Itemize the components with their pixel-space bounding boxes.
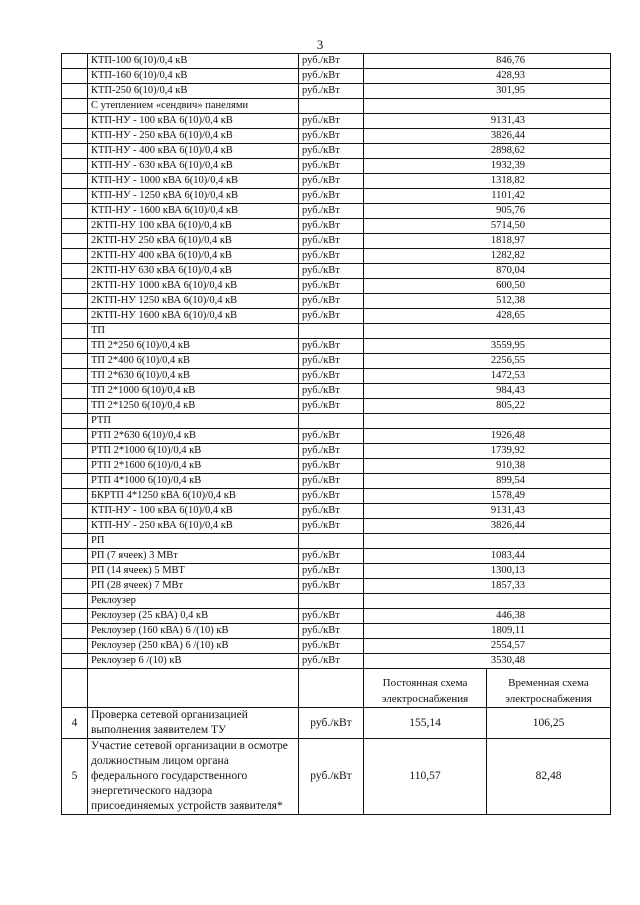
number-cell: [62, 669, 88, 708]
value-cell: 1282,82: [364, 249, 611, 264]
number-cell: [62, 654, 88, 669]
section-title: РТП: [88, 414, 299, 429]
table-row: [62, 624, 611, 639]
number-cell: [62, 84, 88, 99]
number-cell: [62, 234, 88, 249]
item-name: РТП 2*630 6(10)/0,4 кВ: [88, 429, 299, 444]
unit-cell: руб./кВт: [299, 654, 364, 669]
item-unit: руб./кВт: [299, 739, 364, 815]
value-cell: 3826,44: [364, 129, 611, 144]
unit-cell: руб./кВт: [299, 504, 364, 519]
value-cell: 3559,95: [364, 339, 611, 354]
unit-cell: руб./кВт: [299, 264, 364, 279]
number-cell: [62, 114, 88, 129]
unit-cell: руб./кВт: [299, 564, 364, 579]
item-name: РП (14 ячеек) 5 МВТ: [88, 564, 299, 579]
number-cell: [62, 564, 88, 579]
item-name: Реклоузер (160 кВА) 6 /(10) кВ: [88, 624, 299, 639]
number-cell: [62, 474, 88, 489]
value-cell: 870,04: [364, 264, 611, 279]
item-name: КТП-НУ - 100 кВА 6(10)/0,4 кВ: [88, 504, 299, 519]
number-cell: [62, 594, 88, 609]
unit-cell: руб./кВт: [299, 279, 364, 294]
unit-cell: руб./кВт: [299, 474, 364, 489]
unit-cell: руб./кВт: [299, 519, 364, 534]
unit-cell: руб./кВт: [299, 429, 364, 444]
table-row: [62, 579, 611, 594]
value-cell: 905,76: [364, 204, 611, 219]
unit-cell: руб./кВт: [299, 84, 364, 99]
item-name: Реклоузер 6 /(10) кВ: [88, 654, 299, 669]
value-cell: 910,38: [364, 459, 611, 474]
section-row: [62, 414, 611, 429]
item-name: КТП-НУ - 250 кВА 6(10)/0,4 кВ: [88, 519, 299, 534]
unit-cell: руб./кВт: [299, 144, 364, 159]
table-row: [62, 639, 611, 654]
value-cell: [364, 99, 611, 114]
number-cell: [62, 459, 88, 474]
table-row: [62, 144, 611, 159]
number-cell: [62, 69, 88, 84]
value-cell: 2898,62: [364, 144, 611, 159]
unit-cell: руб./кВт: [299, 459, 364, 474]
value-cell: 1739,92: [364, 444, 611, 459]
item-name: КТП-НУ - 1250 кВА 6(10)/0,4 кВ: [88, 189, 299, 204]
table-row: [62, 234, 611, 249]
item-name: ТП 2*630 6(10)/0,4 кВ: [88, 369, 299, 384]
value-cell: 428,93: [364, 69, 611, 84]
item-name: КТП-250 6(10)/0,4 кВ: [88, 84, 299, 99]
number-cell: [62, 339, 88, 354]
number-cell: [62, 189, 88, 204]
item-description: Проверка сетевой организацией выполнения заявителем ТУ: [88, 708, 299, 739]
value-cell: 984,43: [364, 384, 611, 399]
item-name: РП (28 ячеек) 7 МВт: [88, 579, 299, 594]
table-row: [62, 519, 611, 534]
table-row: [62, 654, 611, 669]
table-row: [62, 429, 611, 444]
table-row: [62, 369, 611, 384]
header-permanent: Постоянная схема электроснабжения: [364, 669, 487, 708]
section-row: [62, 324, 611, 339]
unit-cell: руб./кВт: [299, 294, 364, 309]
number-cell: [62, 639, 88, 654]
item-name: РТП 4*1000 6(10)/0,4 кВ: [88, 474, 299, 489]
item-name: КТП-НУ - 1600 кВА 6(10)/0,4 кВ: [88, 204, 299, 219]
table-row: [62, 609, 611, 624]
table-row: [62, 84, 611, 99]
value-cell: 1818,97: [364, 234, 611, 249]
item-name: КТП-100 6(10)/0,4 кВ: [88, 54, 299, 69]
table-row: [62, 474, 611, 489]
item-name: 2КТП-НУ 1250 кВА 6(10)/0,4 кВ: [88, 294, 299, 309]
section-title: Реклоузер: [88, 594, 299, 609]
unit-cell: [299, 99, 364, 114]
unit-cell: руб./кВт: [299, 639, 364, 654]
table-row: [62, 114, 611, 129]
item-name: ТП 2*250 6(10)/0,4 кВ: [88, 339, 299, 354]
item-name: КТП-НУ - 400 кВА 6(10)/0,4 кВ: [88, 144, 299, 159]
value-cell: 846,76: [364, 54, 611, 69]
number-cell: [62, 519, 88, 534]
page-number: 3: [316, 37, 324, 52]
item-name: ТП 2*1000 6(10)/0,4 кВ: [88, 384, 299, 399]
number-cell: [62, 144, 88, 159]
number-cell: [62, 399, 88, 414]
unit-cell: руб./кВт: [299, 234, 364, 249]
table-row: [62, 189, 611, 204]
unit-cell: [299, 594, 364, 609]
unit-cell: руб./кВт: [299, 579, 364, 594]
item-row: [62, 739, 611, 815]
unit-cell: [299, 534, 364, 549]
value-cell: 5714,50: [364, 219, 611, 234]
unit-cell: руб./кВт: [299, 384, 364, 399]
table-row: [62, 294, 611, 309]
table-row: [62, 459, 611, 474]
value-cell: 2554,57: [364, 639, 611, 654]
number-cell: [62, 99, 88, 114]
table-row: [62, 264, 611, 279]
value-cell: 1578,49: [364, 489, 611, 504]
item-number: 5: [62, 739, 88, 815]
unit-cell: руб./кВт: [299, 339, 364, 354]
unit-cell: руб./кВт: [299, 69, 364, 84]
item-temporary: 82,48: [487, 739, 611, 815]
value-cell: 9131,43: [364, 114, 611, 129]
item-name: БКРТП 4*1250 кВА 6(10)/0,4 кВ: [88, 489, 299, 504]
unit-cell: [299, 669, 364, 708]
value-cell: 2256,55: [364, 354, 611, 369]
unit-cell: [299, 324, 364, 339]
table-row: [62, 339, 611, 354]
header-temporary: Временная схема электроснабжения: [487, 669, 611, 708]
table-row: [62, 504, 611, 519]
value-cell: [364, 534, 611, 549]
table-row: [62, 54, 611, 69]
number-cell: [62, 354, 88, 369]
number-cell: [62, 309, 88, 324]
value-cell: 9131,43: [364, 504, 611, 519]
table-row: [62, 279, 611, 294]
item-name: КТП-НУ - 100 кВА 6(10)/0,4 кВ: [88, 114, 299, 129]
number-cell: [62, 219, 88, 234]
unit-cell: руб./кВт: [299, 444, 364, 459]
item-description: Участие сетевой организации в осмотре должностным лицом органа федерального государственного энергетического надзора присоединяемых устройств заявителя*: [88, 739, 299, 815]
unit-cell: руб./кВт: [299, 249, 364, 264]
table-row: [62, 159, 611, 174]
number-cell: [62, 174, 88, 189]
item-row: [62, 708, 611, 739]
item-name: КТП-НУ - 1000 кВА 6(10)/0,4 кВ: [88, 174, 299, 189]
value-cell: 446,38: [364, 609, 611, 624]
number-cell: [62, 429, 88, 444]
table-row: [62, 174, 611, 189]
value-cell: 1857,33: [364, 579, 611, 594]
value-cell: 1101,42: [364, 189, 611, 204]
number-cell: [62, 54, 88, 69]
item-permanent: 155,14: [364, 708, 487, 739]
table-row: [62, 354, 611, 369]
unit-cell: руб./кВт: [299, 174, 364, 189]
number-cell: [62, 369, 88, 384]
unit-cell: руб./кВт: [299, 54, 364, 69]
item-name: 2КТП-НУ 400 кВА 6(10)/0,4 кВ: [88, 249, 299, 264]
item-name: РТП 2*1000 6(10)/0,4 кВ: [88, 444, 299, 459]
number-cell: [62, 549, 88, 564]
item-temporary: 106,25: [487, 708, 611, 739]
number-cell: [62, 534, 88, 549]
number-cell: [62, 504, 88, 519]
number-cell: [62, 384, 88, 399]
unit-cell: руб./кВт: [299, 204, 364, 219]
table-row: [62, 129, 611, 144]
item-name: 2КТП-НУ 630 кВА 6(10)/0,4 кВ: [88, 264, 299, 279]
value-cell: [364, 414, 611, 429]
unit-cell: руб./кВт: [299, 399, 364, 414]
unit-cell: руб./кВт: [299, 489, 364, 504]
value-cell: 1083,44: [364, 549, 611, 564]
table-row: [62, 564, 611, 579]
number-cell: [62, 159, 88, 174]
value-cell: 1318,82: [364, 174, 611, 189]
number-cell: [62, 624, 88, 639]
value-cell: [364, 324, 611, 339]
value-cell: 3530,48: [364, 654, 611, 669]
item-name: 2КТП-НУ 1600 кВА 6(10)/0,4 кВ: [88, 309, 299, 324]
value-cell: 512,38: [364, 294, 611, 309]
section-title: С утеплением «сендвич» панелями: [88, 99, 299, 114]
value-cell: 428,65: [364, 309, 611, 324]
unit-cell: руб./кВт: [299, 354, 364, 369]
number-cell: [62, 249, 88, 264]
tariff-table: [61, 53, 611, 815]
item-name: 2КТП-НУ 1000 кВА 6(10)/0,4 кВ: [88, 279, 299, 294]
number-cell: [62, 609, 88, 624]
item-name: 2КТП-НУ 250 кВА 6(10)/0,4 кВ: [88, 234, 299, 249]
item-name: КТП-НУ - 630 кВА 6(10)/0,4 кВ: [88, 159, 299, 174]
section-row: [62, 594, 611, 609]
number-cell: [62, 204, 88, 219]
value-cell: 805,22: [364, 399, 611, 414]
item-number: 4: [62, 708, 88, 739]
number-cell: [62, 129, 88, 144]
unit-cell: руб./кВт: [299, 114, 364, 129]
number-cell: [62, 444, 88, 459]
number-cell: [62, 414, 88, 429]
column-header-row: [62, 669, 611, 708]
item-name: ТП 2*400 6(10)/0,4 кВ: [88, 354, 299, 369]
unit-cell: руб./кВт: [299, 309, 364, 324]
unit-cell: руб./кВт: [299, 609, 364, 624]
section-title: ТП: [88, 324, 299, 339]
unit-cell: [299, 414, 364, 429]
item-name: Реклоузер (25 кВА) 0,4 кВ: [88, 609, 299, 624]
table-row: [62, 309, 611, 324]
number-cell: [62, 279, 88, 294]
table-row: [62, 204, 611, 219]
number-cell: [62, 294, 88, 309]
table-row: [62, 384, 611, 399]
unit-cell: руб./кВт: [299, 624, 364, 639]
item-permanent: 110,57: [364, 739, 487, 815]
value-cell: 3826,44: [364, 519, 611, 534]
table-row: [62, 489, 611, 504]
value-cell: 1300,13: [364, 564, 611, 579]
value-cell: 1926,48: [364, 429, 611, 444]
item-name: РТП 2*1600 6(10)/0,4 кВ: [88, 459, 299, 474]
item-name: Реклоузер (250 кВА) 6 /(10) кВ: [88, 639, 299, 654]
item-name: КТП-160 6(10)/0,4 кВ: [88, 69, 299, 84]
number-cell: [62, 324, 88, 339]
table-row: [62, 219, 611, 234]
item-name: ТП 2*1250 6(10)/0,4 кВ: [88, 399, 299, 414]
item-name: РП (7 ячеек) 3 МВт: [88, 549, 299, 564]
unit-cell: руб./кВт: [299, 219, 364, 234]
value-cell: 301,95: [364, 84, 611, 99]
section-row: [62, 99, 611, 114]
unit-cell: руб./кВт: [299, 129, 364, 144]
value-cell: 1472,53: [364, 369, 611, 384]
number-cell: [62, 579, 88, 594]
table-row: [62, 249, 611, 264]
section-title: РП: [88, 534, 299, 549]
table-row: [62, 444, 611, 459]
table-row: [62, 69, 611, 84]
section-row: [62, 534, 611, 549]
item-name: КТП-НУ - 250 кВА 6(10)/0,4 кВ: [88, 129, 299, 144]
unit-cell: руб./кВт: [299, 159, 364, 174]
value-cell: 1932,39: [364, 159, 611, 174]
unit-cell: руб./кВт: [299, 369, 364, 384]
value-cell: [364, 594, 611, 609]
item-unit: руб./кВт: [299, 708, 364, 739]
unit-cell: руб./кВт: [299, 549, 364, 564]
value-cell: 600,50: [364, 279, 611, 294]
number-cell: [62, 489, 88, 504]
value-cell: 1809,11: [364, 624, 611, 639]
item-name: 2КТП-НУ 100 кВА 6(10)/0,4 кВ: [88, 219, 299, 234]
number-cell: [62, 264, 88, 279]
table-row: [62, 549, 611, 564]
unit-cell: руб./кВт: [299, 189, 364, 204]
desc-cell: [88, 669, 299, 708]
value-cell: 899,54: [364, 474, 611, 489]
table-row: [62, 399, 611, 414]
